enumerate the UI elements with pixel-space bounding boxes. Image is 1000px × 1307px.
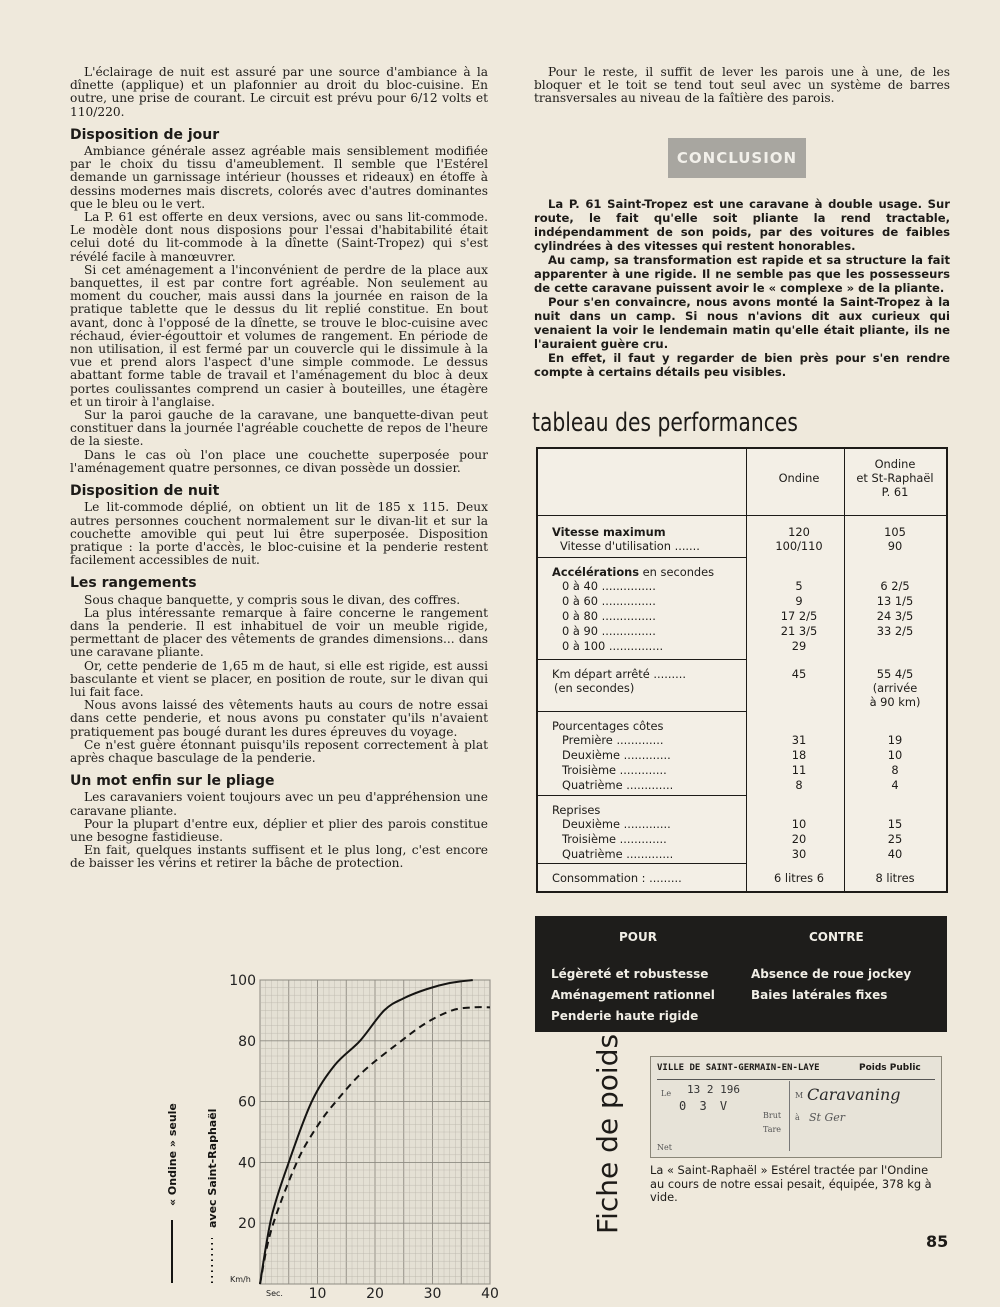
paragraph: La P. 61 Saint-Tropez est une caravane à double usage. Sur route, le fait qu'elle soit pliante la rend tractable, indépendamment de son poids, par des voitures de faibles cylindrées à des vitesses qui restent honorables. [534,197,950,253]
y-tick-label: 100 [229,973,256,989]
row-value: 4 [891,778,899,792]
paragraph: Si cet aménagement a l'inconvénient de perdre de la place aux banquettes, il est par contre fort agréable. Non seulement au moment du coucher, mais aussi dans la journée en raison de la pratique tablette que le dessus du lit replié constitue. En bout avant, donc à l'opposé de la dînette, se trouve le bloc-cuisine avec réchaud, évier-égouttoir et volumes de rangement. En période de non utilisation, il est fermé par un couvercle qui le dissimule à la vue et prend alors l'aspect d'une simple commode. Le dessus abattant forme table de travail et l'aménagement du bloc à deux portes coulissantes comprend un casier à bouteilles, une étagère et un tiroir à l'anglaise. [70,262,488,409]
row-value: 10 [791,817,807,831]
paragraph: Pour la plupart d'entre eux, déplier et plier des parois constitue une besogne fastidieuse. [70,816,488,844]
paragraph: Sur la paroi gauche de la caravane, une banquette-divan peut constituer dans la journée l'agréable couchette de repos de l'heure de la sieste. [70,408,488,449]
ticket-tare: Tare [763,1125,782,1134]
pour-item: Légèreté et robustesse [551,967,709,981]
header-combo: P. 61 [881,485,909,499]
contre-title: CONTRE [809,930,864,944]
row-separator [538,863,746,864]
row-value: 30 [791,847,807,861]
row-label: 0 à 60 ............... [562,594,656,608]
row-value: 18 [791,748,807,762]
row-label: Troisième ............. [562,832,667,846]
row-label: Première ............. [562,733,664,747]
row-label: (en secondes) [554,681,635,695]
paragraph: Pour le reste, il suffit de lever les parois une à une, de les bloquer et le toit se tend tout seul avec un système de barres transversales au niveau de la faîtière des parois. [534,65,950,106]
row-value: 8 litres [875,871,915,885]
row-label: 0 à 100 ............... [562,639,664,653]
contre-list [751,964,911,1006]
ticket-net: Net [657,1143,672,1152]
row-value: 10 [887,748,903,762]
row-value: 120 [788,525,810,539]
row-label [552,565,752,579]
row-value: 6 litres 6 [774,871,824,885]
row-label: Deuxième ............. [562,817,671,831]
pour-item: Penderie haute rigide [551,1009,699,1023]
right-column-top [534,66,950,106]
ticket-name: Caravaning [807,1085,901,1104]
row-label: Pourcentages côtes [552,719,664,733]
row-label: Quatrième ............. [562,778,674,792]
paragraph: Pour s'en convaincre, nous avons monté la Saint-Tropez à la nuit dans un camp. Si nous n'avions dit aux curieux qui venaient la voir le lendemain matin qu'elle était pliante, ils ne l'auraient guère cru. [534,295,950,351]
accel-title: Accélérations [552,565,640,579]
row-value: (arrivée [872,681,918,695]
fiche-caption: La « Saint-Raphaël » Estérel tractée par l'Ondine au cours de notre essai pesait, équipée, 378 kg à vide. [650,1163,932,1204]
pour-list [551,964,715,1027]
row-value: 13 1/5 [876,594,914,608]
paragraph: La P. 61 est offerte en deux versions, avec ou sans lit-commode. Le modèle dont nous disposions pour l'essai d'habitabilité était celui doté du lit-commode à la dînette (Saint-Tropez) qui s'est révélé facile à manœuvrer. [70,210,488,264]
row-value: 19 [887,733,903,747]
y-axis-label: Km/h [230,1275,251,1284]
paragraph: Nous avons laissé des vêtements hauts au cours de notre essai dans cette penderie, et nous avons pu constater qu'ils n'avaient pratiquement pas bougé durant les dures épreuves du voyage. [70,698,488,739]
row-value: 5 [795,579,803,593]
y-tick-label: 60 [238,1094,256,1111]
row-label: Km départ arrêté ......... [552,667,686,681]
row-label: Reprises [552,803,601,817]
row-value: 29 [791,639,807,653]
ticket-number: 0 3 V [679,1099,731,1113]
row-separator [538,557,746,558]
section-title-jour: Disposition de jour [70,126,220,143]
paragraph: Ce n'est guère étonnant puisqu'ils reposent correctement à plat après chaque basculage de la penderie. [70,737,488,765]
ticket-header: VILLE DE SAINT-GERMAIN-EN-LAYE [657,1063,820,1073]
left-column [70,66,488,871]
ticket-date: 13 2 196 [687,1083,740,1096]
performance-table [536,447,948,893]
paragraph: Les caravaniers voient toujours avec un peu d'appréhension une caravane pliante. [70,790,488,818]
y-tick-label: 80 [238,1033,256,1050]
row-value: 8 [795,778,803,792]
row-value: 17 2/5 [780,609,818,623]
ticket-le: Le [661,1089,672,1098]
y-tick-label: 40 [238,1155,256,1172]
intro-paragraph: L'éclairage de nuit est assuré par une source d'ambiance à la dînette (applique) et un plafonnier au droit du bloc-cuisine. En outre, une prise de courant. Le circuit est prévu pour 6/12 volts et 110/220. [70,65,488,119]
row-separator [538,659,746,660]
row-value: 55 4/5 [876,667,914,681]
accel-unit: en secondes [642,565,715,579]
ticket-header-2: Poids Public [859,1063,921,1073]
speed-chart [160,958,500,1303]
section-title-nuit: Disposition de nuit [70,483,220,500]
legend-label: avec Saint-Raphaël [206,1108,219,1228]
x-tick-label: 10 [308,1286,327,1302]
chart-svg [160,958,500,1303]
row-value: 33 2/5 [876,624,914,638]
row-label: Troisième ............. [562,763,667,777]
paragraph: Or, cette penderie de 1,65 m de haut, si elle est rigide, est aussi basculante et vient se placer, en position de route, sur le divan qui lui fait face. [70,658,488,699]
legend-label: « Ondine » seule [166,1103,179,1206]
row-value: 24 3/5 [876,609,914,623]
header-combo: et St-Raphaël [856,471,934,485]
pour-title: POUR [619,930,657,944]
row-value: 45 [791,667,807,681]
y-tick-label: 20 [238,1216,256,1233]
row-label: 0 à 90 ............... [562,624,656,638]
conclusion-text [534,197,950,379]
page-number: 85 [926,1232,949,1251]
header-ondine: Ondine [778,471,820,485]
contre-item: Baies latérales fixes [751,988,888,1002]
row-value: 40 [887,847,903,861]
x-tick-label: 30 [423,1286,442,1302]
contre-item: Absence de roue jockey [751,967,912,981]
paragraph: La plus intéressante remarque à faire concerne le rangement dans la penderie. Il est inhabituel de voir un meuble rigide, permettant de placer des vêtements de grandes dimensions... dans une caravane pliante. [70,605,488,660]
ticket-divider [789,1081,790,1151]
section-title-pliage: Un mot enfin sur le pliage [70,773,275,790]
paragraph: En fait, quelques instants suffisent et le plus long, c'est encore de baisser les vérins et retirer la bâche de protection. [70,843,488,871]
pour-item: Aménagement rationnel [551,988,715,1002]
paragraph: Dans le cas où l'on place une couchette superposée pour l'aménagement quatre personnes, ce divan possède un dossier. [70,447,488,475]
row-value: 90 [887,539,903,553]
ticket-place: St Ger [809,1111,846,1124]
row-value: 20 [791,832,807,846]
row-value: 11 [791,763,807,777]
conclusion-label: CONCLUSION [668,138,806,178]
paragraph: Le lit-commode déplié, on obtient un lit de 185 x 115. Deux autres personnes couchent normalement sur le divan-lit et sur la couchette amovible qui peut lui être superposée. Disposition pratique : la porte d'accès, le bloc-cuisine et la penderie restent facilement accessibles de nuit. [70,500,488,568]
ticket-divider [657,1079,935,1080]
row-label: Vitesse d'utilisation ....... [560,539,700,553]
x-tick-label: 20 [366,1286,384,1302]
row-separator [538,711,746,712]
row-label: Quatrième ............. [562,847,674,861]
row-separator [538,515,946,516]
row-label: 0 à 80 ............... [562,609,656,623]
row-value: 100/110 [775,539,823,553]
row-value: 6 2/5 [880,579,910,593]
row-value: à 90 km) [869,695,921,709]
fiche-title: Fiche de poids [591,1033,624,1234]
row-value: 25 [887,832,903,846]
table-title: tableau des performances [532,408,798,438]
ticket-a: à [795,1113,800,1122]
row-label: 0 à 40 ............... [562,579,656,593]
header-combo: Ondine [874,457,916,471]
row-label: Consommation : ......... [552,871,682,885]
row-value: 15 [887,817,903,831]
paragraph: Au camp, sa transformation est rapide et sa structure la fait apparenter à une rigide. Il ne semble pas que les possesseurs de cette caravane puissent avoir le « complexe » de la pliante. [534,253,950,295]
ticket-brut: Brut [763,1111,782,1120]
row-value: 31 [791,733,807,747]
row-label: Deuxième ............. [562,748,671,762]
row-value: 9 [795,594,803,608]
x-tick-label: 40 [481,1286,499,1302]
row-label: Vitesse maximum [552,525,666,539]
paragraph: Ambiance générale assez agréable mais sensiblement modifiée par le choix du tissu d'ameublement. Il semble que l'Estérel demande un garnissage intérieur (housses et rideaux) en étoffe à dessins modernes mais discrets, colorés avec d'autres dominantes que le bleu ou le vert. [70,144,488,211]
weight-ticket [650,1056,942,1158]
row-separator [538,795,746,796]
row-value: 21 3/5 [780,624,818,638]
row-value: 8 [891,763,899,777]
paragraph: Sous chaque banquette, y compris sous le divan, des coffres. [84,592,461,607]
section-title-rangements: Les rangements [70,575,197,592]
pour-contre-box [535,916,947,1032]
paragraph: En effet, il faut y regarder de bien près pour s'en rendre compte à certains détails peu visibles. [534,351,950,379]
ticket-m: M [795,1091,804,1100]
row-value: 105 [884,525,906,539]
x-axis-label: Sec. [266,1289,283,1298]
